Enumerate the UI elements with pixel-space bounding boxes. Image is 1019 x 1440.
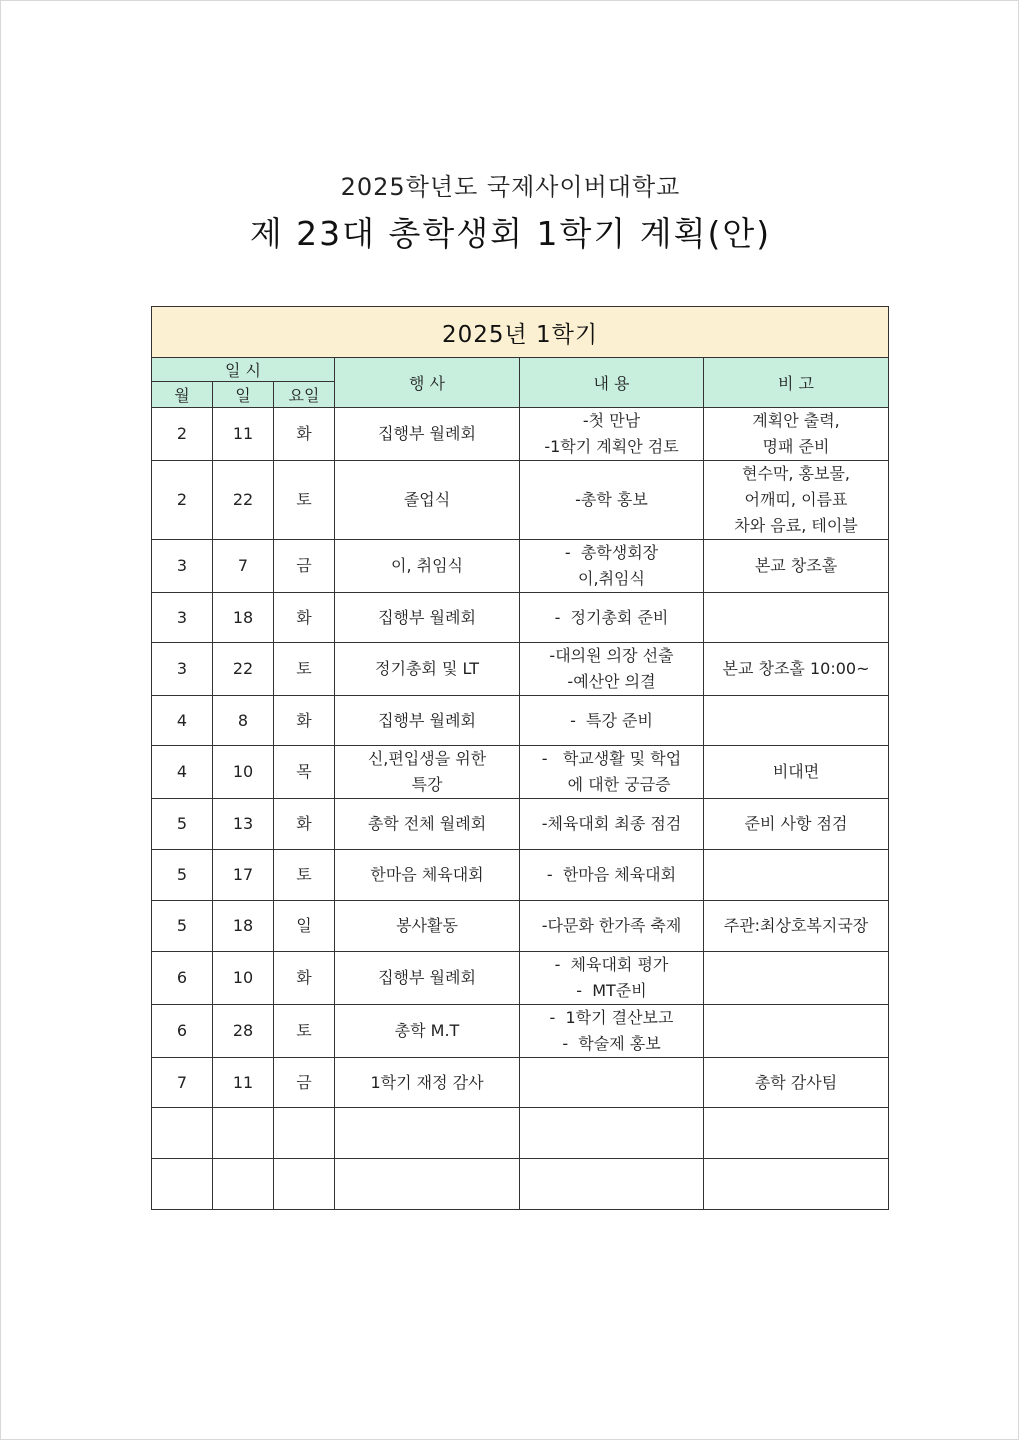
table-row	[152, 746, 889, 799]
content-cell	[520, 1058, 704, 1108]
month-cell: 2	[152, 408, 213, 461]
weekday-cell: 화	[274, 408, 335, 461]
content-line: -다문화 한가족 축제	[541, 916, 682, 935]
note-cell	[704, 1058, 889, 1108]
table-row	[152, 461, 889, 540]
table-row	[152, 1159, 889, 1210]
weekday-cell: 일	[274, 901, 335, 952]
document-title: 제 23대 총학생회 1학기 계획(안)	[249, 214, 772, 253]
content-line: - 총학생회장	[564, 543, 659, 562]
event-cell	[335, 461, 520, 540]
content-cell	[520, 1005, 704, 1058]
day-cell: 22	[213, 461, 274, 540]
month-cell: 3	[152, 593, 213, 643]
month-cell: 6	[152, 1005, 213, 1058]
content-cell	[520, 952, 704, 1005]
note-cell	[704, 540, 889, 593]
weekday-cell: 토	[274, 1005, 335, 1058]
note-cell	[704, 1159, 889, 1210]
event-cell	[335, 408, 520, 461]
day-cell	[213, 1159, 274, 1210]
event-cell	[335, 643, 520, 696]
event-cell	[335, 1159, 520, 1210]
content-line: - 학교생활 및 학업	[541, 749, 682, 768]
table-row	[152, 799, 889, 850]
note-line: 어깨띠, 이름표	[744, 490, 848, 509]
note-cell	[704, 408, 889, 461]
day-cell	[213, 1108, 274, 1159]
event-cell	[335, 1005, 520, 1058]
content-cell	[520, 1159, 704, 1210]
event-header: 행 사	[335, 358, 520, 408]
table-row	[152, 643, 889, 696]
day-cell: 22	[213, 643, 274, 696]
table-row	[152, 540, 889, 593]
content-cell	[520, 850, 704, 901]
day-cell: 8	[213, 696, 274, 746]
event-line: 한마음 체육대회	[370, 865, 484, 884]
note-line: 차와 음료, 테이블	[734, 516, 858, 535]
event-line: 1학기 재정 감사	[370, 1072, 484, 1092]
event-cell	[335, 540, 520, 593]
event-line: 봉사활동	[396, 916, 458, 935]
day-cell: 18	[213, 901, 274, 952]
note-cell	[704, 643, 889, 696]
content-cell	[520, 901, 704, 952]
month-cell	[152, 1108, 213, 1159]
event-line: 집행부 월례회	[378, 424, 476, 443]
plan-table-body	[152, 408, 889, 1210]
note-line: 총학 감사팀	[754, 1072, 838, 1092]
note-cell	[704, 901, 889, 952]
note-line: 준비 사항 점검	[744, 814, 848, 833]
day-cell: 18	[213, 593, 274, 643]
note-line: 주관:최상호복지국장	[723, 916, 869, 935]
event-line: 집행부 월례회	[378, 710, 476, 730]
month-cell: 5	[152, 901, 213, 952]
day-cell: 7	[213, 540, 274, 593]
event-line: 총학 전체 월례회	[367, 814, 487, 833]
content-cell	[520, 696, 704, 746]
weekday-cell	[274, 1159, 335, 1210]
semester-heading: 2025년 1학기	[152, 307, 889, 358]
document-subtitle: 2025학년도 국제사이버대학교	[340, 173, 681, 201]
note-cell	[704, 461, 889, 540]
weekday-cell: 토	[274, 461, 335, 540]
note-cell	[704, 696, 889, 746]
event-cell	[335, 850, 520, 901]
weekday-cell	[274, 1108, 335, 1159]
event-line: 정기총회 및 LT	[375, 659, 479, 678]
table-row	[152, 593, 889, 643]
event-cell	[335, 746, 520, 799]
content-cell	[520, 643, 704, 696]
note-line: 본교 창조홀 10:00~	[722, 659, 870, 678]
table-row	[152, 1058, 889, 1108]
note-line: 비대면	[772, 762, 820, 781]
event-line: 총학 M.T	[394, 1021, 460, 1040]
day-cell: 13	[213, 799, 274, 850]
weekday-cell: 목	[274, 746, 335, 799]
month-cell: 4	[152, 746, 213, 799]
table-row	[152, 952, 889, 1005]
weekday-cell: 토	[274, 850, 335, 901]
weekday-cell: 화	[274, 799, 335, 850]
content-cell	[520, 1108, 704, 1159]
weekday-cell: 금	[274, 1058, 335, 1108]
content-line: - 학술제 홍보	[562, 1034, 661, 1053]
content-line: - 체육대회 평가	[554, 955, 669, 974]
table-row	[152, 850, 889, 901]
content-cell	[520, 408, 704, 461]
month-cell: 3	[152, 540, 213, 593]
month-cell: 6	[152, 952, 213, 1005]
day-header: 일	[213, 382, 274, 408]
content-cell	[520, 593, 704, 643]
table-row	[152, 901, 889, 952]
weekday-cell: 화	[274, 696, 335, 746]
day-cell: 10	[213, 952, 274, 1005]
note-cell	[704, 799, 889, 850]
content-line: - MT준비	[576, 981, 647, 1000]
note-line: 명패 준비	[762, 437, 830, 456]
table-row	[152, 696, 889, 746]
day-cell: 10	[213, 746, 274, 799]
content-line: -1학기 계획안 검토	[544, 437, 679, 456]
date-group-header: 일 시	[152, 358, 335, 382]
event-cell	[335, 952, 520, 1005]
event-cell	[335, 901, 520, 952]
event-cell	[335, 696, 520, 746]
content-line: -체육대회 최종 점검	[541, 814, 682, 833]
content-line: - 특강 준비	[570, 710, 653, 730]
semester-plan-table	[151, 306, 889, 1210]
event-line: 집행부 월례회	[378, 968, 476, 987]
content-line: 이,취임식	[578, 569, 645, 588]
note-line: 계획안 출력,	[752, 411, 840, 430]
table-row	[152, 1005, 889, 1058]
month-cell: 2	[152, 461, 213, 540]
month-cell: 7	[152, 1058, 213, 1108]
event-cell	[335, 799, 520, 850]
content-line: - 정기총회 준비	[554, 607, 669, 627]
weekday-cell: 금	[274, 540, 335, 593]
content-header: 내 용	[520, 358, 704, 408]
event-cell	[335, 593, 520, 643]
event-line: 특강	[411, 775, 443, 794]
month-cell	[152, 1159, 213, 1210]
content-line: -총학 홍보	[575, 490, 648, 509]
month-cell: 3	[152, 643, 213, 696]
content-line: -대의원 의장 선출	[549, 646, 674, 665]
content-line: - 1학기 결산보고	[549, 1008, 674, 1027]
day-cell: 17	[213, 850, 274, 901]
note-cell	[704, 952, 889, 1005]
content-cell	[520, 540, 704, 593]
note-line: 현수막, 홍보물,	[742, 464, 850, 483]
note-line: 본교 창조홀	[754, 556, 838, 575]
month-cell: 5	[152, 850, 213, 901]
note-cell	[704, 593, 889, 643]
weekday-header: 요일	[274, 382, 335, 408]
content-cell	[520, 799, 704, 850]
content-line: 에 대한 궁금증	[552, 775, 671, 794]
content-line: -첫 만남	[582, 411, 641, 430]
note-header: 비 고	[704, 358, 889, 408]
month-cell: 5	[152, 799, 213, 850]
note-cell	[704, 1108, 889, 1159]
event-line: 졸업식	[403, 490, 451, 509]
event-cell	[335, 1058, 520, 1108]
note-cell	[704, 850, 889, 901]
content-line: - 한마음 체육대회	[546, 865, 677, 884]
event-line: 집행부 월례회	[378, 607, 476, 627]
content-line: -예산안 의결	[567, 672, 656, 691]
event-line: 이, 취임식	[391, 556, 463, 575]
note-cell	[704, 746, 889, 799]
weekday-cell: 화	[274, 952, 335, 1005]
day-cell: 11	[213, 1058, 274, 1108]
weekday-cell: 토	[274, 643, 335, 696]
day-cell: 28	[213, 1005, 274, 1058]
month-cell: 4	[152, 696, 213, 746]
weekday-cell: 화	[274, 593, 335, 643]
content-cell	[520, 461, 704, 540]
day-cell: 11	[213, 408, 274, 461]
table-row	[152, 1108, 889, 1159]
content-cell	[520, 746, 704, 799]
event-line: 신,편입생을 위한	[367, 749, 487, 768]
table-row	[152, 408, 889, 461]
event-cell	[335, 1108, 520, 1159]
month-header: 월	[152, 382, 213, 408]
note-cell	[704, 1005, 889, 1058]
